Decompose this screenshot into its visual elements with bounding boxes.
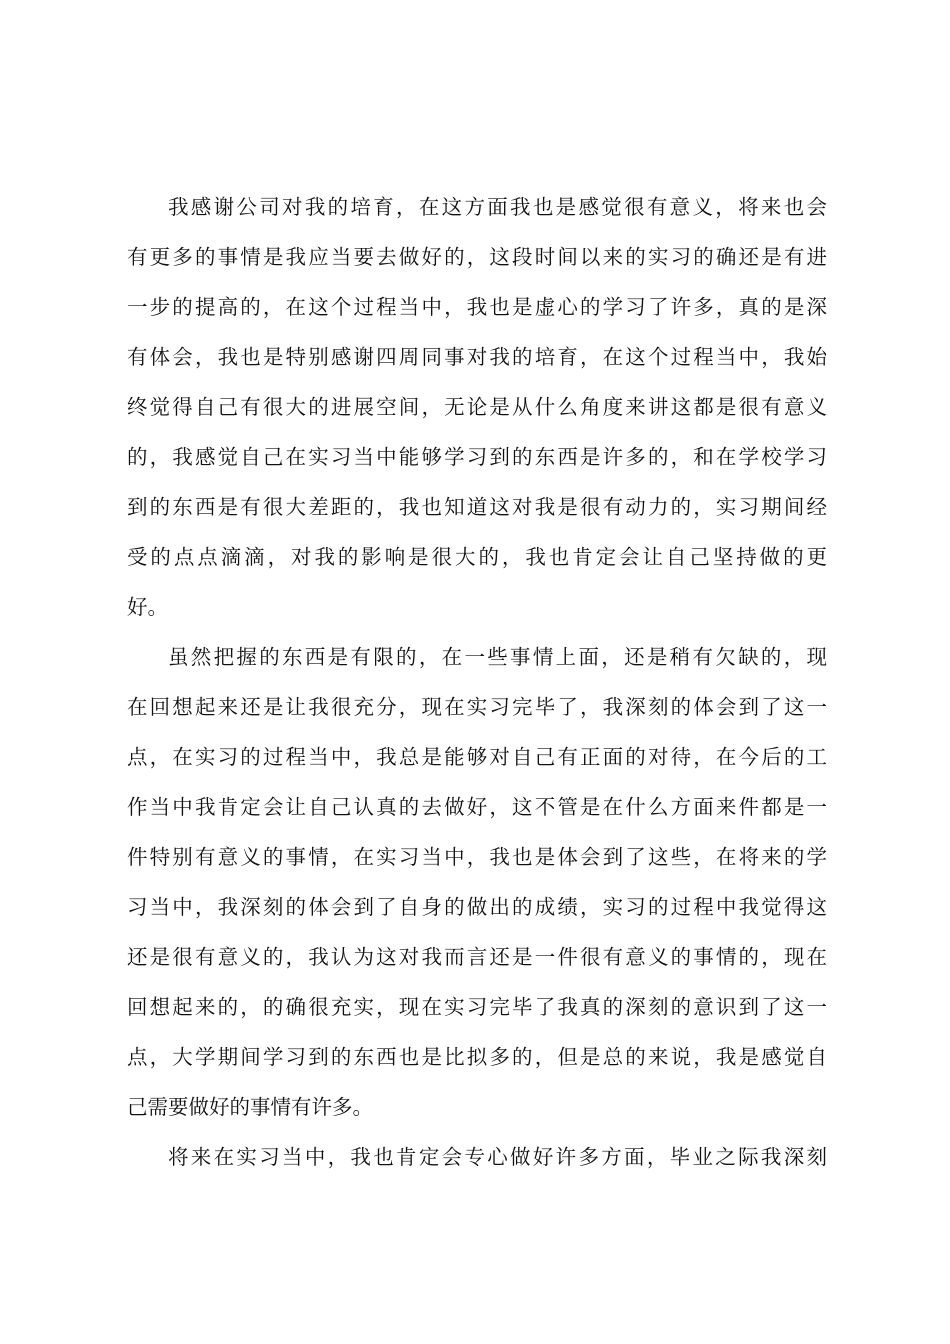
text-line: 好。 [127, 595, 168, 619]
paragraph [127, 182, 827, 632]
text-line: 在回想起来还是让我很充分，现在实习完毕了，我深刻的体会到了这一 [127, 695, 827, 719]
text-line: 到的东西是有很大差距的，我也知道这对我是很有动力的，实习期间经 [127, 495, 827, 519]
text-line: 己需要做好的事情有许多。 [127, 1095, 373, 1119]
text-line: 件特别有意义的事情，在实习当中，我也是体会到了这些，在将来的学 [127, 845, 827, 869]
text-line: 有更多的事情是我应当要去做好的，这段时间以来的实习的确还是有进 [127, 245, 827, 269]
text-line: 我感谢公司对我的培育，在这方面我也是感觉很有意义，将来也会 [168, 195, 827, 219]
text-line: 回想起来的，的确很充实，现在实习完毕了我真的深刻的意识到了这一 [127, 995, 827, 1019]
text-line: 作当中我肯定会让自己认真的去做好，这不管是在什么方面来件都是一 [127, 795, 827, 819]
text-line: 将来在实习当中，我也肯定会专心做好许多方面，毕业之际我深刻 [168, 1145, 827, 1169]
text-line: 点，在实习的过程当中，我总是能够对自己有正面的对待，在今后的工 [127, 745, 827, 769]
text-line: 终觉得自己有很大的进展空间，无论是从什么角度来讲这都是很有意义 [127, 395, 827, 419]
text-line: 的，我感觉自己在实习当中能够学习到的东西是许多的，和在学校学习 [127, 445, 827, 469]
text-line: 还是很有意义的，我认为这对我而言还是一件很有意义的事情的，现在 [127, 945, 827, 969]
paragraph [127, 632, 827, 1132]
text-line: 习当中，我深刻的体会到了自身的做出的成绩，实习的过程中我觉得这 [127, 895, 827, 919]
text-line: 受的点点滴滴，对我的影响是很大的，我也肯定会让自己坚持做的更 [127, 545, 827, 569]
paragraph [127, 1132, 827, 1182]
text-line: 虽然把握的东西是有限的，在一些事情上面，还是稍有欠缺的，现 [168, 645, 827, 669]
text-line: 点，大学期间学习到的东西也是比拟多的，但是总的来说，我是感觉自 [127, 1045, 827, 1069]
text-line: 一步的提高的，在这个过程当中，我也是虚心的学习了许多，真的是深 [127, 295, 827, 319]
document-body [127, 182, 827, 1182]
text-line: 有体会，我也是特别感谢四周同事对我的培育，在这个过程当中，我始 [127, 345, 827, 369]
